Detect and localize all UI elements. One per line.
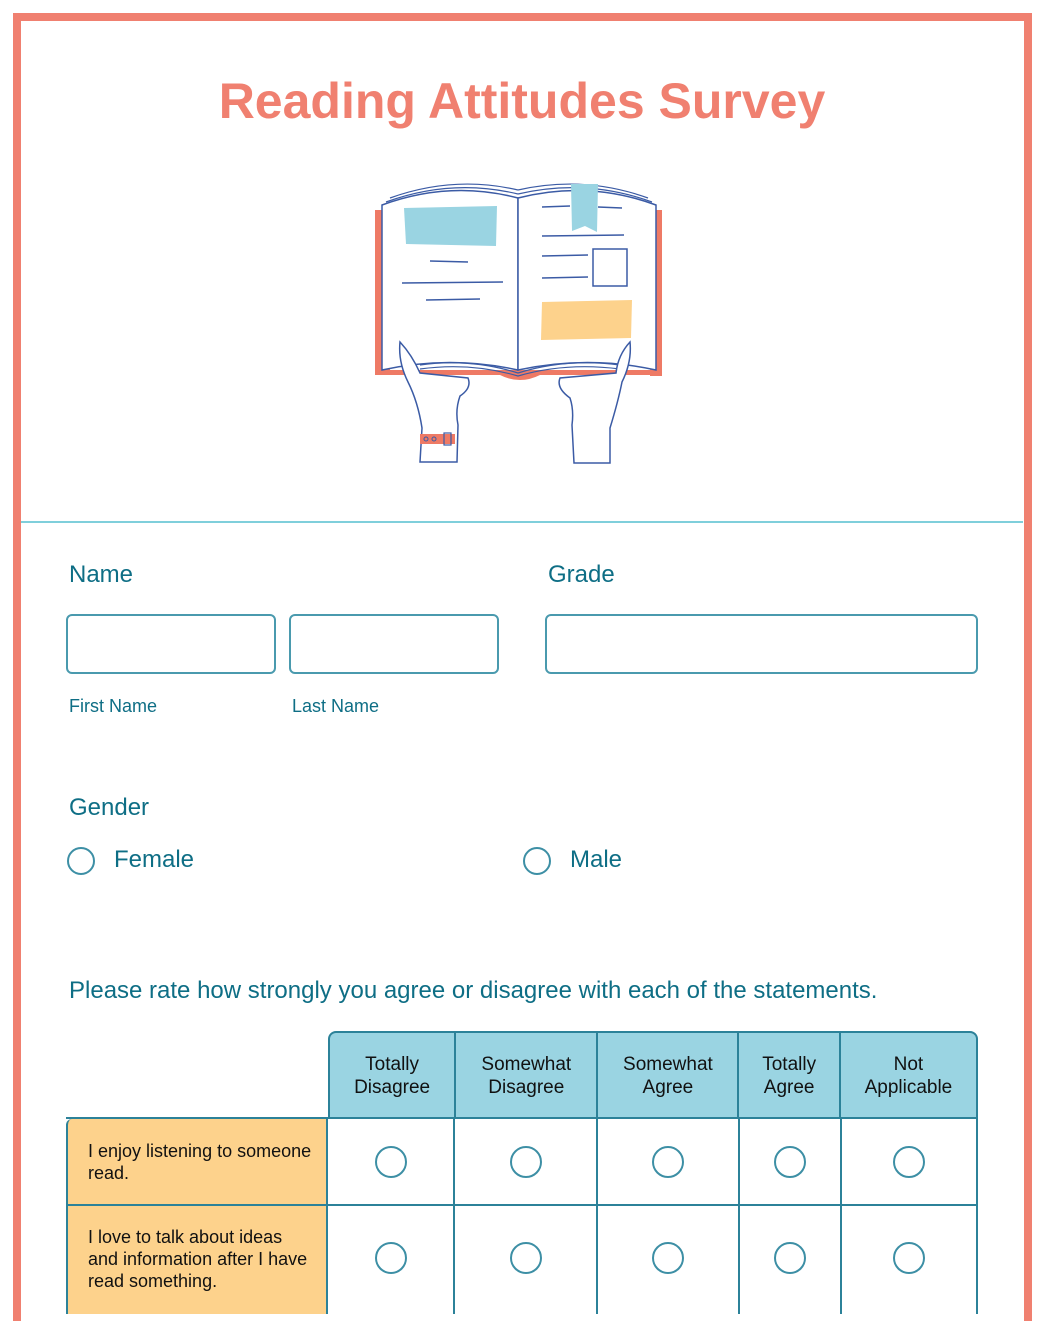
grade-label: Grade xyxy=(548,561,615,588)
matrix-cell[interactable] xyxy=(598,1119,740,1204)
matrix-cell[interactable] xyxy=(328,1119,455,1204)
matrix-instruction: Please rate how strongly you agree or disagree with each of the statements. xyxy=(69,977,878,1004)
rating-radio[interactable] xyxy=(375,1242,407,1274)
matrix-column-header: Somewhat Disagree xyxy=(456,1033,598,1118)
page-title: Reading Attitudes Survey xyxy=(218,73,826,129)
matrix-cell[interactable] xyxy=(740,1119,842,1204)
matrix-cell[interactable] xyxy=(842,1206,978,1314)
gender-female-label[interactable]: Female xyxy=(114,846,195,873)
open-book-illustration xyxy=(360,170,680,470)
matrix-cell[interactable] xyxy=(455,1119,598,1204)
header-divider xyxy=(21,521,1023,523)
matrix-row-statement: I enjoy listening to someone read. xyxy=(66,1119,328,1204)
gender-male-radio[interactable] xyxy=(523,847,551,875)
matrix-cell[interactable] xyxy=(842,1119,978,1204)
first-name-sublabel: First Name xyxy=(69,696,158,716)
matrix-cell[interactable] xyxy=(455,1206,598,1314)
rating-radio[interactable] xyxy=(652,1242,684,1274)
rating-radio[interactable] xyxy=(510,1146,542,1178)
gender-female-radio[interactable] xyxy=(67,847,95,875)
gender-label: Gender xyxy=(69,794,150,821)
grade-input[interactable] xyxy=(545,614,978,674)
matrix-column-header: Totally Disagree xyxy=(330,1033,456,1118)
matrix-cell[interactable] xyxy=(328,1206,455,1314)
matrix-column-header: Totally Agree xyxy=(739,1033,840,1118)
rating-radio[interactable] xyxy=(774,1242,806,1274)
first-name-input[interactable] xyxy=(66,614,276,674)
matrix-body xyxy=(66,1117,978,1314)
rating-radio[interactable] xyxy=(893,1242,925,1274)
matrix-column-header: Somewhat Agree xyxy=(598,1033,739,1118)
rating-radio[interactable] xyxy=(774,1146,806,1178)
last-name-sublabel: Last Name xyxy=(292,696,380,716)
name-label: Name xyxy=(69,561,134,588)
matrix-row-statement: I love to talk about ideas and information after I have read something. xyxy=(66,1206,328,1314)
rating-radio[interactable] xyxy=(375,1146,407,1178)
rating-radio[interactable] xyxy=(652,1146,684,1178)
rating-radio[interactable] xyxy=(510,1242,542,1274)
last-name-input[interactable] xyxy=(289,614,499,674)
matrix-row xyxy=(66,1117,978,1204)
matrix-header xyxy=(328,1031,978,1118)
rating-radio[interactable] xyxy=(893,1146,925,1178)
matrix-cell[interactable] xyxy=(740,1206,842,1314)
matrix-row xyxy=(66,1204,978,1314)
gender-male-label[interactable]: Male xyxy=(570,846,623,873)
matrix-column-header: Not Applicable xyxy=(864,1053,953,1098)
matrix-cell[interactable] xyxy=(598,1206,740,1314)
